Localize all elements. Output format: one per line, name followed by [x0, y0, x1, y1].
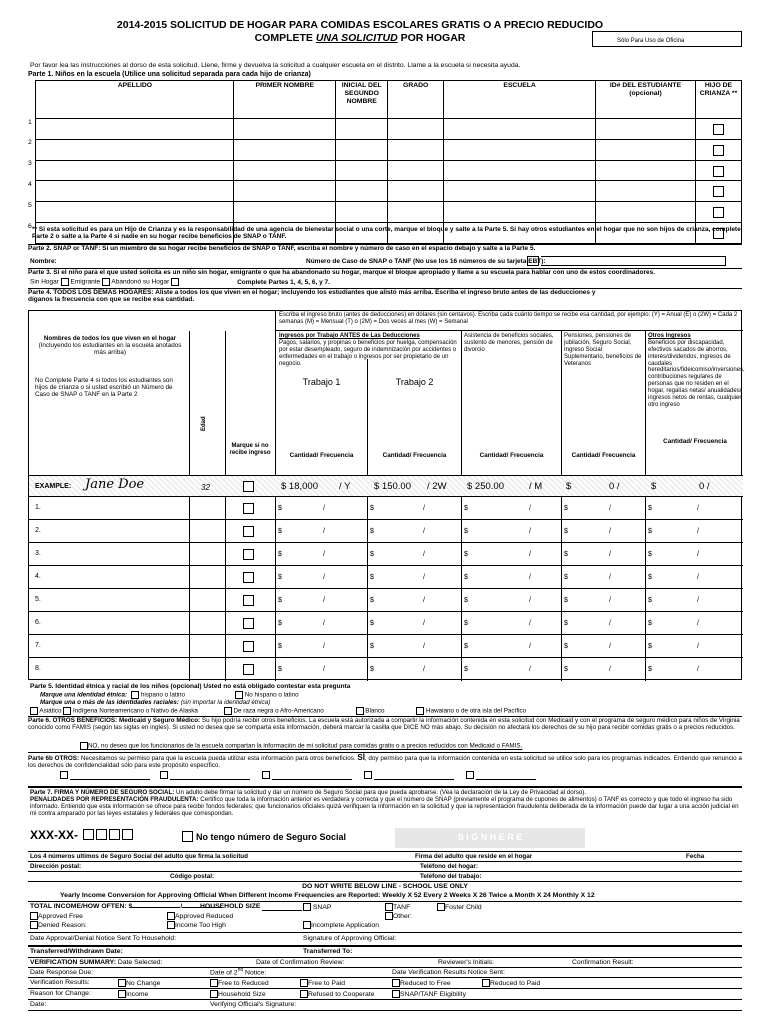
asian-checkbox[interactable] — [30, 707, 38, 715]
white-checkbox[interactable] — [356, 707, 364, 715]
example-job1-freq: / Y — [339, 481, 351, 492]
amount-field[interactable]: $ — [648, 551, 652, 558]
amount-field[interactable]: $ — [278, 643, 282, 650]
free-to-paid-option: Free to Paid — [300, 979, 345, 988]
tanf-checkbox[interactable] — [385, 903, 393, 911]
work-phone-label: Teléfono del trabajo: — [420, 873, 482, 880]
frequency-field[interactable]: / — [529, 574, 531, 581]
part2-name-label: Nombre: — [30, 258, 57, 265]
assistance-header: Asistencia de beneficios sociales, sustento de menores, pensión de divorcio — [464, 333, 554, 353]
part5-race-options: Asiático Indígena Norteamericano o Nativo de Alaska De raza negra o Afro-Americano Blanco Hawaiano o de otra isla del Pacífico — [30, 707, 526, 715]
table-row: 3 — [28, 160, 742, 181]
amount-field[interactable]: $ — [278, 597, 282, 604]
names-note: No Complete Parte 4 si todos los estudiantes son hijos de crianza o si usted escribió un Número de Caso de SNAP o TANF en la Parte 2 — [35, 377, 173, 399]
row-number: 4. — [35, 573, 41, 580]
row-number: 2. — [35, 527, 41, 534]
example-label: EXAMPLE: — [35, 483, 72, 490]
foster-checkbox[interactable] — [713, 124, 724, 135]
foster-checkbox[interactable] — [713, 186, 724, 197]
no-change-checkbox[interactable] — [118, 979, 126, 987]
amount-field[interactable]: $ — [370, 643, 374, 650]
row-number: 3. — [35, 550, 41, 557]
native-american-checkbox[interactable] — [63, 707, 71, 715]
part3-options: Sin Hogar Emigrante Abandonó su Hogar Complete Partes 1, 4, 5, 6, y 7. — [30, 278, 330, 286]
verifying-signature-label: Verifying Official's Signature: — [210, 1001, 297, 1008]
sign-here-label: S I G N H E R E — [457, 832, 523, 842]
no-income-checkbox[interactable] — [243, 664, 254, 675]
frequency-field[interactable]: / — [697, 597, 699, 604]
income-option: Income — [118, 990, 148, 999]
col-school: ESCUELA — [444, 81, 596, 119]
frequency-field[interactable]: / — [609, 597, 611, 604]
income-checkbox[interactable] — [118, 990, 126, 998]
amount-field[interactable]: $ — [648, 597, 652, 604]
amount-field[interactable]: $ — [648, 643, 652, 650]
amount-field[interactable]: $ — [278, 551, 282, 558]
children-table — [28, 80, 742, 244]
frequency-field[interactable]: / — [423, 505, 425, 512]
row-number: 6. — [35, 619, 41, 626]
part6b-text: Parte 6b OTROS: Necesitamos su permiso para que la escuela pueda utilizar esta información para otros beneficios. SÍ, doy permiso para que la información contenida en esta solicitud se utilice solo para los programas indicados. Entiendo que renuncio a los derechos de confidencialidad sólo para este propósito específico. — [28, 753, 742, 770]
verification-summary: VERIFICATION SUMMARY: Date Selected: — [30, 959, 163, 966]
household-size-label: HOUSEHOLD SIZE — [200, 903, 261, 910]
form-subtitle: COMPLETE UNA SOLICITUD POR HOGAR — [254, 32, 466, 44]
reduced-to-free-option: Reduced to Free — [392, 979, 451, 988]
ssn-prefix: XXX-XX- — [30, 828, 79, 842]
frequency-field[interactable]: / — [697, 551, 699, 558]
response-due-label: Date Response Due: — [30, 969, 94, 976]
amount-field[interactable]: $ — [370, 551, 374, 558]
work-income-header: Ingresos por Trabajo ANTES de Las Deducciones Pagos, salarios, y propinas o beneficios por huelga, compensación por estar desempleado, seguro de indemnización por accidentes o enfermedades en el trabajo o ingresos por ser propietario de un negocio. — [279, 333, 457, 367]
household-size-option: Household Size — [210, 990, 266, 999]
case-number-box[interactable] — [527, 256, 539, 266]
other-income-header: Otros Ingresos Beneficios por discapacidad, efectivos sacados de ahorros, interés/dividendos, ingresos de caudales hereditarios/fideicomiso/inversiones, contribuciones regulares de personas que no residen en el hogar, regalías netas/ anualidades/ ingresos netos de rentas, cualquier otro ingreso — [648, 333, 745, 408]
transferred-to-label: Transferred To: — [303, 948, 353, 955]
amount-field[interactable]: $ — [370, 505, 374, 512]
ssn-digit[interactable] — [109, 829, 120, 840]
intro-text: Por favor lea las instrucciones al dorso de esta solicitud. Llene, firme y devuelva la solicitud a cualquier escuela en el distrito. Llame a la escuela si necesita ayuda. — [30, 62, 521, 69]
table-row: 6 — [28, 223, 742, 244]
program-checkbox[interactable] — [466, 771, 474, 779]
table-row: 5 — [28, 202, 742, 223]
program-checkbox[interactable] — [60, 771, 68, 779]
amount-field[interactable]: $ — [464, 666, 468, 673]
table-row — [29, 612, 743, 635]
amount-field[interactable]: $ — [648, 574, 652, 581]
date-label: Date: — [30, 1001, 47, 1008]
foster-child-checkbox[interactable] — [437, 903, 445, 911]
amount-field[interactable]: $ — [564, 505, 568, 512]
black-checkbox[interactable] — [224, 707, 232, 715]
example-pension-freq: 0 / — [609, 481, 620, 492]
frequency-field[interactable]: / — [323, 551, 325, 558]
no-change-option: No Change — [118, 979, 160, 988]
col-first-name: PRIMER NOMBRE — [234, 81, 336, 119]
frequency-field[interactable]: / — [609, 551, 611, 558]
frequency-field[interactable]: / — [529, 505, 531, 512]
part7-text: Parte 7. FIRMA Y NÚMERO DE SEGURO SOCIAL: Un adulto debe firmar la solicitud y dar un número de Seguro Social para que pueda aprobarse. (Vea la declaración de la Ley de Privacidad al dorso). PENALIDADES POR REPRESENTACIÓN FRAUDULENTA: Certifico que toda la información anterior es verdadera y correcta y que el número de SNAP (previamente el programa de cupones de alimentos) o TANF es correcto y que todo el ingreso ha sido informado. Entiendo que esta información se ofrece para recibir fondos federales; que funcionarios oficiales quizá verifiquen la información en la solicitud y que la representación fraudulenta deliberada de la información puede dar lugar a una acción judicial en mi contra amparado por las leyes estatales y federales que correspondan. — [30, 789, 739, 818]
amount-field[interactable]: $ — [464, 551, 468, 558]
frequency-field[interactable]: / — [323, 574, 325, 581]
incomplete-option: Incomplete Application — [303, 921, 379, 930]
table-row — [29, 589, 743, 612]
other-option: Other: — [385, 912, 412, 921]
col-middle-initial: INICIAL DEL SEGUNDO NOMBRE — [336, 81, 388, 119]
part5-heading: Parte 5. Identidad étnica y racial de los niños (opcional) Usted no está obligado contestar esta pregunta — [30, 683, 351, 690]
amount-field[interactable]: $ — [564, 574, 568, 581]
home-phone-label: Teléfono del hogar: — [420, 863, 478, 870]
hispanic-checkbox[interactable] — [131, 691, 139, 699]
job2-header: Trabajo 2 — [395, 377, 434, 387]
program-checkbox[interactable] — [160, 771, 168, 779]
incomplete-checkbox[interactable] — [303, 921, 311, 929]
pension-header: Pensiones, pensiones de jubilación, Seguro Social, Ingreso Social Suplementario, beneficios de Veteranos — [564, 333, 642, 367]
qty-assist: Cantidad/ Frecuencia — [479, 452, 544, 459]
amount-field[interactable]: $ — [464, 597, 468, 604]
approved-free-checkbox[interactable] — [30, 912, 38, 920]
approved-free-option: Approved Free — [30, 912, 83, 921]
no-ssn-checkbox[interactable] — [182, 831, 193, 842]
frequency-field[interactable]: / — [323, 528, 325, 535]
qty-pension: Cantidad/ Frecuencia — [571, 452, 636, 459]
job1-header: Trabajo 1 — [302, 377, 341, 387]
ssn-digit[interactable] — [122, 829, 133, 840]
part1-heading: Parte 1. Niños en la escuela (Utilice una solicitud separada para cada hijo de crianza) — [28, 71, 311, 78]
frequency-field[interactable]: / — [423, 551, 425, 558]
amount-field[interactable]: $ — [370, 666, 374, 673]
part2-heading: Parte 2. SNAP or TANF: Si un miembro de su hogar recibe beneficios de SNAP o TANF, escriba el nombre y número de caso en el espacio debajo y salte a la Parte 5. — [28, 244, 742, 252]
row-number: 1. — [35, 504, 41, 511]
no-income-checkbox[interactable] — [243, 549, 254, 560]
foster-checkbox[interactable] — [713, 166, 724, 177]
foster-note: ** Si esta solicitud es para un Hijo de Crianza y es la responsabilidad de una agencia de bienestar social o una corte, marque el bloque y salte a la Parte 5. Si hay otros estudiantes en el hogar que no son hijos de crianza, complete Parte 2 o salte a la Parte 4 si nadie en su hogar recibe beneficios de SNAP o TANF. — [32, 226, 741, 241]
table-row — [29, 520, 743, 543]
example-other-freq: 0 / — [699, 481, 710, 492]
amount-field[interactable]: $ — [370, 597, 374, 604]
amount-field[interactable]: $ — [464, 528, 468, 535]
frequency-field[interactable]: / — [609, 528, 611, 535]
frequency-field[interactable]: / — [697, 666, 699, 673]
income-too-high-checkbox[interactable] — [167, 921, 175, 929]
frequency-field[interactable]: / — [323, 620, 325, 627]
amount-field[interactable]: $ — [648, 528, 652, 535]
tanf-option: TANF — [385, 903, 410, 912]
confirmation-review-label: Date of Confirmation Review: — [256, 959, 345, 966]
program-checkbox[interactable] — [364, 771, 372, 779]
qty-job1: Cantidad/ Frecuencia — [289, 452, 354, 459]
example-other: $ — [651, 481, 657, 492]
amount-field[interactable]: $ — [564, 551, 568, 558]
medicaid-no-checkbox[interactable] — [80, 742, 88, 750]
part3-heading: Parte 3. Si el niño para el que usted solicita es un niño sin hogar, emigrante o que ha abandonado su hogar, marque el bloque apropiado y llame a su escuela para hablar con uno de estos coordinadores. — [28, 268, 742, 276]
age-header: Edad — [201, 416, 207, 431]
amount-field[interactable]: $ — [464, 643, 468, 650]
ssn-digit[interactable] — [96, 829, 107, 840]
approving-signature-label: Signature of Approving Official: — [303, 935, 397, 942]
part2-case-label: Número de Caso de SNAP o TANF (No use los 16 números de su tarjeta EBT): — [306, 258, 546, 265]
approved-reduced-option: Approved Reduced — [167, 912, 233, 921]
reduced-to-paid-checkbox[interactable] — [482, 979, 490, 987]
amount-field[interactable]: $ — [278, 620, 282, 627]
verification-results-label: Verification Results: — [30, 979, 90, 986]
refused-checkbox[interactable] — [300, 990, 308, 998]
snap-checkbox[interactable] — [303, 903, 311, 911]
approved-reduced-checkbox[interactable] — [167, 912, 175, 920]
denied-checkbox[interactable] — [30, 921, 38, 929]
signature-caption: Firma del adulto que reside en el hogar — [415, 853, 533, 860]
foster-option: Foster Child — [437, 903, 482, 912]
income-too-high-option: Income Too High — [167, 921, 226, 930]
amount-field[interactable]: $ — [648, 620, 652, 627]
free-to-reduced-checkbox[interactable] — [210, 979, 218, 987]
amount-field[interactable]: $ — [564, 597, 568, 604]
frequency-field[interactable]: / — [323, 505, 325, 512]
example-name: Jane Doe — [85, 477, 145, 492]
table-row — [29, 543, 743, 566]
zip-label: Código postal: — [170, 873, 215, 880]
qty-job2: Cantidad/ Frecuencia — [382, 452, 447, 459]
confirmation-result-label: Confirmation Result: — [572, 959, 634, 966]
school-use-banner: DO NOT WRITE BELOW LINE - SCHOOL USE ONLY — [302, 883, 468, 890]
snap-option: SNAP — [303, 903, 331, 912]
table-row — [29, 635, 743, 658]
table-row — [29, 658, 743, 681]
no-income-checkbox[interactable] — [243, 503, 254, 514]
frequency-field[interactable]: / — [697, 620, 699, 627]
case-number-field[interactable] — [541, 256, 726, 266]
reduced-to-paid-option: Reduced to Paid — [482, 979, 540, 988]
example-job2-freq: / 2W — [427, 481, 447, 492]
second-notice-label: Date of 2nd Notice: — [210, 967, 267, 977]
office-use-box: Sólo Para Uso de Oficina — [592, 31, 742, 47]
frequency-field[interactable]: / — [697, 574, 699, 581]
denied-option: Denied Reason: — [30, 921, 87, 930]
part5-ethnicity: Marque una identidad étnica: hispano o latino No hispano o latino — [40, 691, 299, 699]
snap-tanf-option: SNAP/TANF Eligibility — [392, 990, 466, 999]
address-label: Dirección postal: — [30, 863, 82, 870]
amount-field[interactable]: $ — [464, 505, 468, 512]
ssn-caption: Los 4 números ultimos de Seguro Social del adulto que firma la solicitud — [30, 853, 248, 860]
example-assist: $ 250.00 — [467, 481, 504, 492]
part6-text: Parte 6. OTROS BENEFICIOS: Medicaid y Seguro Médico: Su hijo podría recibir otros beneficios. La escuela está autorizada a compartir la información contenida en esta solicitud con Medicaid y con el programa de seguro médico para niños de Virginia conocido como FAMIS (según las siglas en ingles). Si usted no desea que se comparta esta información, deberá marcar la casilla que DICE NO más abajo. Su decisión no afectará los derechos de su hijo para recibir comidas gratis o a precios reducidos. — [28, 716, 742, 731]
reason-for-change-label: Reason for Change: — [30, 990, 91, 997]
foster-checkbox[interactable] — [713, 145, 724, 156]
amount-field[interactable]: $ — [278, 505, 282, 512]
snap-tanf-checkbox[interactable] — [392, 990, 400, 998]
part5-race: Marque una o más de las identidades raciales: (sin importar la identidad étnica) — [40, 699, 271, 706]
frequency-field[interactable]: / — [609, 643, 611, 650]
frequency-field[interactable]: / — [697, 505, 699, 512]
frequency-field[interactable]: / — [609, 666, 611, 673]
program-checkbox[interactable] — [262, 771, 270, 779]
frequency-field[interactable]: / — [609, 505, 611, 512]
amount-field[interactable]: $ — [370, 528, 374, 535]
transferred-date-label: Transferred/Withdrawn Date: — [30, 948, 123, 955]
col-foster: HIJO DE CRIANZA ** — [695, 81, 741, 119]
no-income-checkbox[interactable] — [243, 595, 254, 606]
frequency-field[interactable]: / — [697, 528, 699, 535]
no-income-checkbox[interactable] — [243, 641, 254, 652]
table-row: 1 — [28, 119, 742, 140]
frequency-field[interactable]: / — [697, 643, 699, 650]
example-assist-freq: / M — [529, 481, 543, 492]
amount-field[interactable]: $ — [564, 643, 568, 650]
amount-field[interactable]: $ — [370, 620, 374, 627]
household-size-checkbox[interactable] — [210, 990, 218, 998]
row-number: 8. — [35, 665, 41, 672]
example-age: 32 — [201, 483, 210, 492]
amount-field[interactable]: $ — [648, 666, 652, 673]
reduced-to-free-checkbox[interactable] — [392, 979, 400, 987]
refused-option: Refused to Cooperate — [300, 990, 375, 999]
not-hispanic-checkbox[interactable] — [235, 691, 243, 699]
frequency-field[interactable]: / — [529, 643, 531, 650]
conversion-text: Yearly Income Conversion for Approving Official When Different Income Frequencies are Reported: Weekly X 52 Every 2 Weeks X 26 Twice a Month X 24 Monthly X 12 — [60, 892, 595, 899]
row-number: 7. — [35, 642, 41, 649]
frequency-field[interactable]: / — [423, 574, 425, 581]
table-row — [29, 497, 743, 520]
amount-field[interactable]: $ — [278, 528, 282, 535]
col-grade: GRADO — [388, 81, 444, 119]
date-caption: Fecha — [686, 853, 705, 860]
amount-field[interactable]: $ — [564, 666, 568, 673]
amount-field[interactable]: $ — [564, 528, 568, 535]
frequency-field[interactable]: / — [423, 528, 425, 535]
foster-checkbox[interactable] — [713, 207, 724, 218]
ssn-digit[interactable] — [83, 829, 94, 840]
frequency-field[interactable]: / — [423, 643, 425, 650]
col-student-id: ID# DEL ESTUDIANTE (opcional) — [596, 81, 696, 119]
part4-heading: Parte 4. TODOS LOS DEMÁS HOGARES: Aliste a todos los que viven en el hogar; incluyendo los estudiantes que alistó más arriba. Escriba el ingreso bruto antes de las deducciones y díganos la frecuencia con que se recibe esa cantidad. — [28, 288, 742, 304]
example-pension: $ — [566, 481, 572, 492]
amount-field[interactable]: $ — [370, 574, 374, 581]
no-ssn-label: No tengo número de Seguro Social — [196, 832, 347, 842]
amount-field[interactable]: $ — [464, 620, 468, 627]
col-last-name: APELLIDO — [36, 81, 234, 119]
frequency-field[interactable]: / — [323, 666, 325, 673]
notice-sent-label: Date Approval/Denial Notice Sent To Household: — [30, 935, 177, 942]
amount-field[interactable]: $ — [464, 574, 468, 581]
frequency-field[interactable]: / — [529, 620, 531, 627]
example-job1: $ 18,000 — [281, 481, 318, 492]
amount-field[interactable]: $ — [278, 574, 282, 581]
runaway-checkbox[interactable] — [171, 278, 179, 286]
reviewer-initials-label: Reviewer's Initials: — [438, 959, 495, 966]
frequency-field[interactable]: / — [529, 528, 531, 535]
other-checkbox[interactable] — [385, 912, 393, 920]
part6-no: NO, no deseo que los funcionarios de la escuela compartan la información de mi solicitud para comidas gratis o a precios reducidos con Medicaid o FAMIS. — [80, 742, 522, 750]
frequency-field[interactable]: / — [423, 666, 425, 673]
frequency-field[interactable]: / — [529, 551, 531, 558]
frequency-field[interactable]: / — [423, 597, 425, 604]
free-to-paid-checkbox[interactable] — [300, 979, 308, 987]
example-checkbox — [243, 481, 254, 492]
table-row: 4 — [28, 181, 742, 202]
table-row — [29, 566, 743, 589]
no-income-checkbox[interactable] — [243, 618, 254, 629]
names-header: Nombres de todos los que viven en el hogar (Incluyendo los estudiantes en la escuela anotados más arriba) — [38, 335, 182, 357]
amount-field[interactable]: $ — [278, 666, 282, 673]
homeless-checkbox[interactable] — [61, 278, 69, 286]
frequency-field[interactable]: / — [423, 620, 425, 627]
frequency-field[interactable]: / — [323, 597, 325, 604]
no-income-header: Marque si no recibe ingreso — [229, 443, 271, 456]
part6b-programs — [30, 771, 730, 781]
frequency-field[interactable]: / — [609, 620, 611, 627]
frequency-field[interactable]: / — [529, 597, 531, 604]
verification-notice-label: Date Verification Results Notice Sent: — [392, 969, 505, 976]
row-number: 5. — [35, 596, 41, 603]
no-income-checkbox[interactable] — [243, 526, 254, 537]
ssn-boxes — [83, 829, 133, 840]
frequency-instructions: Escriba el ingreso bruto (antes de deducciones) en dólares (sin centavos). Escriba cada cuánto tiempo se recibe esa cantidad, por ejemplo: (Y) = Anual (E) o (2W) = Cada 2 semanas (M) = Mensual (T) o (2M) = Dos veces al mes (W) = Semanal — [275, 311, 743, 331]
frequency-field[interactable]: / — [609, 574, 611, 581]
amount-field[interactable]: $ — [564, 620, 568, 627]
migrant-checkbox[interactable] — [102, 278, 110, 286]
qty-other: Cantidad/ Frecuencia — [663, 438, 727, 445]
income-table — [28, 310, 745, 680]
amount-field[interactable]: $ — [648, 505, 652, 512]
example-job2: $ 150.00 — [374, 481, 411, 492]
no-income-checkbox[interactable] — [243, 572, 254, 583]
free-to-reduced-option: Free to Reduced — [210, 979, 269, 988]
frequency-field[interactable]: / — [323, 643, 325, 650]
frequency-field[interactable]: / — [529, 666, 531, 673]
table-row: 2 — [28, 139, 742, 160]
pacific-checkbox[interactable] — [416, 707, 424, 715]
total-income-label: TOTAL INCOME/HOW OFTEN: $ / — [30, 903, 222, 911]
form-title: 2014-2015 SOLICITUD DE HOGAR PARA COMIDAS ESCOLARES GRATIS O A PRECIO REDUCIDO — [116, 19, 604, 31]
